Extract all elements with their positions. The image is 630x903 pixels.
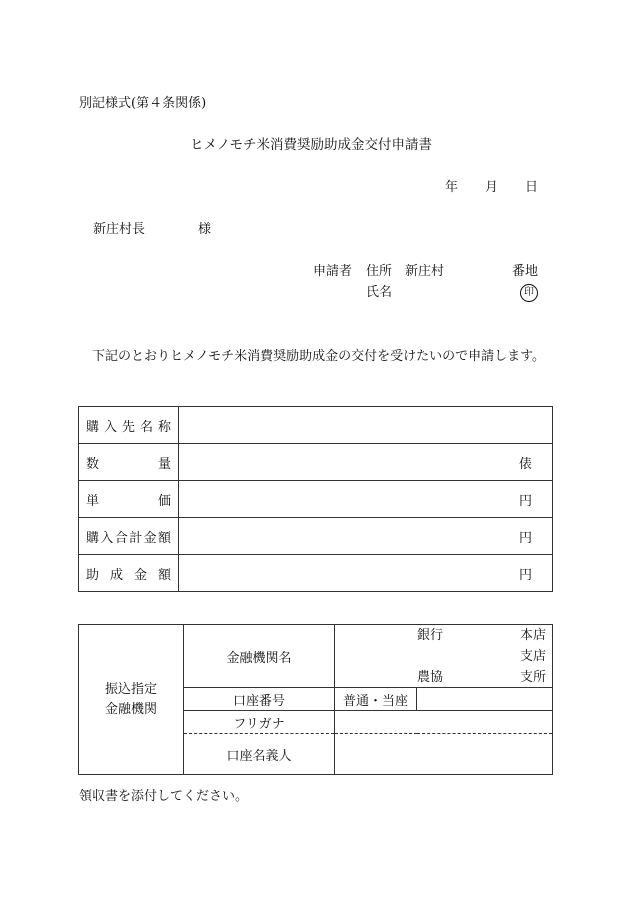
purchaser-name-label: 購入先名称	[79, 407, 179, 444]
branch-office-text: 支所	[519, 670, 546, 685]
body-paragraph: 下記のとおりヒメノモチ米消費奨励助成金の交付を受けたいので申請します。	[92, 349, 546, 364]
table-row	[79, 407, 553, 444]
form-reference: 別記様式(第４条関係)	[79, 96, 207, 111]
purchase-table	[78, 406, 553, 592]
subsidy-amount-value[interactable]: 円	[179, 555, 553, 592]
account-number-field[interactable]	[417, 688, 553, 711]
quantity-value[interactable]: 俵	[179, 444, 553, 481]
furigana-label: フリガナ	[184, 711, 335, 734]
transfer-label: 振込指定	[104, 681, 157, 697]
transfer-bank-label	[79, 625, 184, 775]
bank-table	[78, 624, 553, 775]
account-holder-label: 口座名義人	[184, 734, 335, 775]
purchaser-name-value[interactable]	[179, 407, 553, 444]
address-value: 新庄村	[405, 264, 445, 279]
applicant-label: 申請者	[313, 264, 353, 279]
page-title: ヒメノモチ米消費奨励助成金交付申請書	[190, 137, 433, 153]
table-row	[79, 518, 553, 555]
table-row	[79, 481, 553, 518]
unit-price-value[interactable]: 円	[179, 481, 553, 518]
banchi-label: 番地	[512, 264, 539, 279]
institution-name-label: 金融機関名	[184, 625, 335, 688]
footer-note: 領収書を添付してください。	[79, 789, 249, 804]
addressee-honorific: 様	[198, 222, 212, 237]
table-row	[79, 555, 553, 592]
head-office-text: 本店	[519, 628, 546, 643]
account-type[interactable]: 普通・当座	[335, 688, 417, 711]
subsidy-amount-label: 助成金額	[79, 555, 179, 592]
bank-text: 銀行	[417, 628, 444, 643]
address-label: 住所	[366, 264, 393, 279]
financial-institution-label: 金融機関	[104, 701, 157, 717]
addressee-name: 新庄村長	[93, 222, 146, 237]
furigana-field[interactable]	[335, 711, 553, 734]
table-row	[79, 444, 553, 481]
date-month: 月	[485, 180, 499, 195]
quantity-label: 数量	[79, 444, 179, 481]
institution-name-field[interactable]	[335, 625, 553, 688]
date-day: 日	[525, 180, 539, 195]
account-number-label: 口座番号	[184, 688, 335, 711]
account-holder-field[interactable]	[335, 734, 553, 775]
total-amount-label: 購入合計金額	[79, 518, 179, 555]
unit-price-label: 単価	[79, 481, 179, 518]
name-label: 氏名	[366, 285, 393, 300]
branch-text: 支店	[519, 649, 546, 664]
total-amount-value[interactable]: 円	[179, 518, 553, 555]
agri-coop-text: 農協	[417, 670, 444, 685]
seal-mark: 印	[520, 284, 538, 302]
date-year: 年	[445, 180, 459, 195]
